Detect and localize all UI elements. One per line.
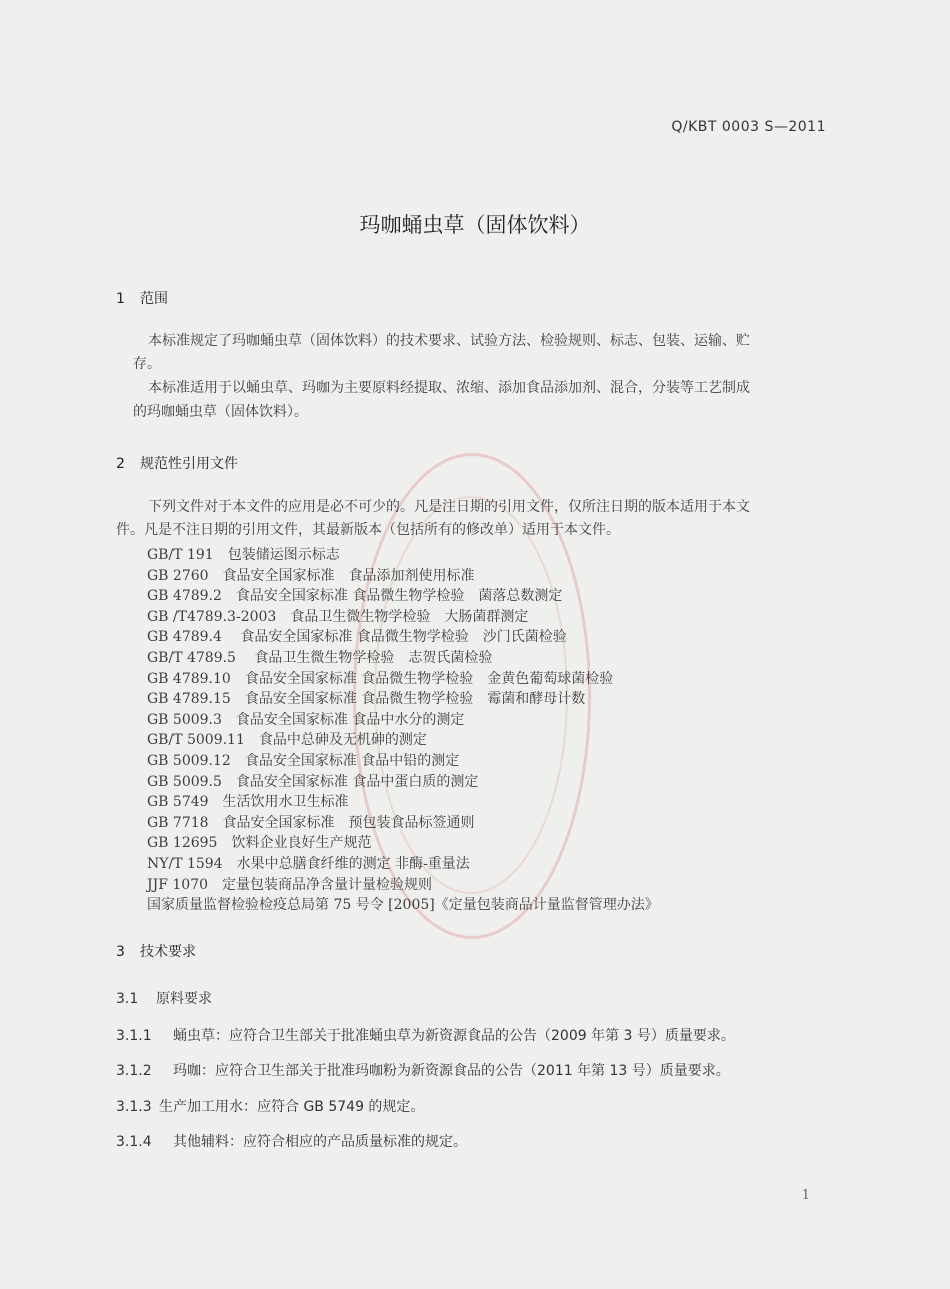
clause-3-1-3	[116, 1096, 424, 1116]
clause-text: 生产加工用水：应符合 GB 5749 的规定。	[159, 1099, 425, 1115]
reference-item: NY/T 1594 水果中总膳食纤维的测定 非酶-重量法	[147, 855, 470, 872]
reference-list	[147, 545, 659, 916]
section-1-heading	[116, 288, 168, 308]
clause-3-1-1	[116, 1025, 735, 1045]
clause-number: 3.1.2	[116, 1063, 152, 1079]
clause-text: 其他辅料：应符合相应的产品质量标准的规定。	[173, 1134, 467, 1150]
reference-item: GB 4789.15 食品安全国家标准 食品微生物学检验 霉菌和酵母计数	[147, 691, 586, 708]
reference-item: GB 5749 生活饮用水卫生标准	[147, 794, 349, 811]
reference-item: GB 4789.2 食品安全国家标准 食品微生物学检验 菌落总数测定	[147, 588, 563, 605]
reference-item: GB 2760 食品安全国家标准 食品添加剂使用标准	[147, 567, 475, 584]
section-1-title: 范围	[140, 291, 168, 307]
scope-para-2-line-1: 本标准适用于以蛹虫草、玛咖为主要原料经提取、浓缩、添加食品添加剂、混合，分装等工艺制成	[148, 380, 750, 396]
section-2-number: 2	[116, 456, 125, 472]
subsection-3-1-number: 3.1	[116, 991, 139, 1007]
subsection-3-1-heading	[116, 988, 212, 1008]
references-intro-line-1: 下列文件对于本文件的应用是必不可少的。凡是注日期的引用文件，仅所注日期的版本适用于本文	[148, 499, 750, 515]
reference-item: GB/T 4789.5 食品卫生微生物学检验 志贺氏菌检验	[147, 649, 493, 666]
subsection-3-1-title: 原料要求	[156, 991, 212, 1007]
section-2-heading	[116, 453, 238, 473]
reference-item: GB 4789.4 食品安全国家标准 食品微生物学检验 沙门氏菌检验	[147, 629, 567, 646]
clause-text: 蛹虫草：应符合卫生部关于批准蛹虫草为新资源食品的公告（2009 年第 3 号）质量要求。	[173, 1028, 735, 1044]
scope-para-1-line-2: 存。	[133, 356, 161, 372]
reference-item: GB 12695 饮料企业良好生产规范	[147, 835, 372, 852]
section-1-number: 1	[116, 291, 125, 307]
clause-number: 3.1.1	[116, 1028, 152, 1044]
scope-para-2-line-2: 的玛咖蛹虫草（固体饮料）。	[133, 404, 308, 420]
reference-item: GB 7718 食品安全国家标准 预包装食品标签通则	[147, 814, 475, 831]
section-3-heading	[116, 941, 196, 961]
clause-text: 玛咖：应符合卫生部关于批准玛咖粉为新资源食品的公告（2011 年第 13 号）质量要求。	[173, 1063, 730, 1079]
page-number: 1	[801, 1188, 810, 1203]
reference-item: GB/T 191 包装储运图示标志	[147, 547, 340, 563]
reference-item: JJF 1070 定量包装商品净含量计量检验规则	[147, 876, 433, 893]
reference-item: GB 5009.3 食品安全国家标准 食品中水分的测定	[147, 711, 465, 728]
reference-item: GB 4789.10 食品安全国家标准 食品微生物学检验 金黄色葡萄球菌检验	[147, 670, 614, 687]
reference-item: GB 5009.5 食品安全国家标准 食品中蛋白质的测定	[147, 773, 479, 790]
clause-number: 3.1.3	[116, 1099, 152, 1115]
standard-number: Q/KBT 0003 S—2011	[671, 119, 826, 135]
clause-number: 3.1.4	[116, 1134, 152, 1150]
section-3-number: 3	[116, 944, 125, 960]
clause-3-1-4	[116, 1131, 467, 1151]
section-2-title: 规范性引用文件	[140, 456, 238, 472]
reference-item: GB /T4789.3-2003 食品卫生微生物学检验 大肠菌群测定	[147, 608, 529, 625]
reference-item: GB 5009.12 食品安全国家标准 食品中铅的测定	[147, 752, 460, 769]
clause-3-1-2	[116, 1060, 730, 1080]
scope-para-1-line-1: 本标准规定了玛咖蛹虫草（固体饮料）的技术要求、试验方法、检验规则、标志、包装、运输、贮	[148, 333, 750, 349]
references-intro-line-2: 件。凡是不注日期的引用文件，其最新版本（包括所有的修改单）适用于本文件。	[116, 522, 620, 538]
reference-item: 国家质量监督检验检疫总局第 75 号令 [2005]《定量包装商品计量监督管理办法》	[147, 897, 659, 914]
section-3-title: 技术要求	[140, 944, 196, 960]
page-title: 玛咖蛹虫草（固体饮料）	[359, 213, 591, 237]
reference-item: GB/T 5009.11 食品中总砷及无机砷的测定	[147, 732, 427, 749]
